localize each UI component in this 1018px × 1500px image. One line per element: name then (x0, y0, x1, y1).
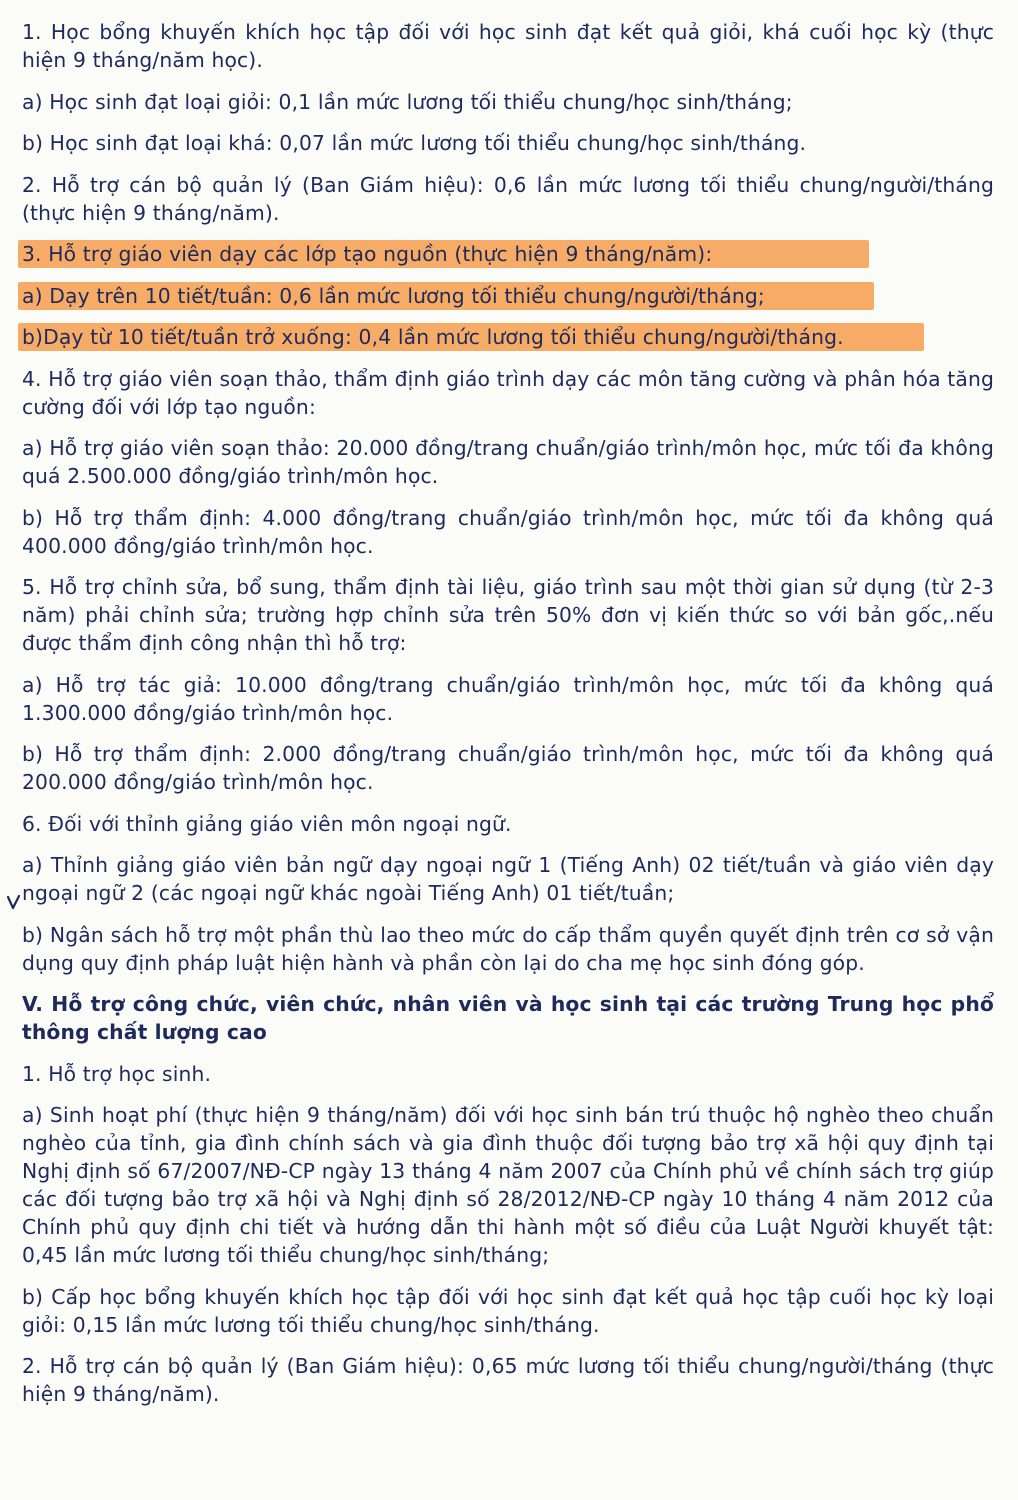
item-3-teacher-support-highlighted: 3. Hỗ trợ giáo viên dạy các lớp tạo nguồn (thực hiện 9 tháng/năm): (18, 240, 869, 268)
item-1-scholarship: 1. Học bổng khuyến khích học tập đối với học sinh đạt kết quả giỏi, khá cuối học kỳ (thực hiện 9 tháng/năm học). (22, 20, 994, 72)
section-v-item-1a: a) Sinh hoạt phí (thực hiện 9 tháng/năm) đối với học sinh bán trú thuộc hộ nghèo theo chuẩn nghèo của tỉnh, gia đình chính sách và gia đình thuộc đối tượng bảo trợ xã hội quy định tại Nghị định số 67/2007/NĐ-CP ngày 13 tháng 4 năm 2007 của Chính phủ về chính sách trợ giúp các đối tượng bảo trợ xã hội và Nghị định số 28/2012/NĐ-CP ngày 10 tháng 4 năm 2012 của Chính phủ quy định chi tiết và hướng dẫn thi hành một số điều của Luật Người khuyết tật: 0,45 lần mức lương tối thiểu chung/học sinh/tháng; (22, 1103, 994, 1267)
item-4-curriculum-support: 4. Hỗ trợ giáo viên soạn thảo, thẩm định giáo trình dạy các môn tăng cường và phân hóa tăng cường đối với lớp tạo nguồn: (22, 366, 994, 419)
item-1a-excellent-students: a) Học sinh đạt loại giỏi: 0,1 lần mức lương tối thiểu chung/học sinh/tháng; (22, 89, 793, 114)
item-6-foreign-language: 6. Đối với thỉnh giảng giáo viên môn ngoại ngữ. (22, 811, 512, 836)
pen-tick-mark-icon (7, 893, 21, 911)
section-v-heading: V. Hỗ trợ công chức, viên chức, nhân viên và học sinh tại các trường Trung học phổ thông chất lượng cao (22, 992, 994, 1044)
item-5-revision-support: 5. Hỗ trợ chỉnh sửa, bổ sung, thẩm định tài liệu, giáo trình sau một thời gian sử dụng (từ 2-3 năm) phải chỉnh sửa; trường hợp chỉnh sửa trên 50% đơn vị kiến thức so với bản gốc,.nếu được thẩm định công nhận thì hỗ trợ: (22, 575, 994, 655)
section-v-item-1: 1. Hỗ trợ học sinh. (22, 1061, 212, 1086)
item-5a-author: a) Hỗ trợ tác giả: 10.000 đồng/trang chuẩn/giáo trình/môn học, mức tối đa không quá 1.300.000 đồng/giáo trình/môn học. (22, 672, 994, 725)
item-4a-authoring: a) Hỗ trợ giáo viên soạn thảo: 20.000 đồng/trang chuẩn/giáo trình/môn học, mức tối đa không quá 2.500.000 đồng/giáo trình/môn học. (22, 436, 994, 488)
section-v-item-2: 2. Hỗ trợ cán bộ quản lý (Ban Giám hiệu): 0,65 mức lương tối thiểu chung/người/tháng (thực hiện 9 tháng/năm). (22, 1354, 994, 1406)
item-4b-appraisal: b) Hỗ trợ thẩm định: 4.000 đồng/trang chuẩn/giáo trình/môn học, mức tối đa không quá 400.000 đồng/giáo trình/môn học. (22, 505, 994, 558)
item-1b-good-students: b) Học sinh đạt loại khá: 0,07 lần mức lương tối thiểu chung/học sinh/tháng. (22, 131, 807, 155)
item-2-management-support: 2. Hỗ trợ cán bộ quản lý (Ban Giám hiệu): 0,6 lần mức lương tối thiểu chung/người/tháng (thực hiện 9 tháng/năm). (22, 172, 994, 225)
item-6b-budget: b) Ngân sách hỗ trợ một phần thù lao theo mức do cấp thẩm quyền quyết định trên cơ sở vận dụng quy định pháp luật hiện hành và phần còn lại do cha mẹ học sinh đóng góp. (22, 922, 994, 975)
item-5b-appraisal: b) Hỗ trợ thẩm định: 2.000 đồng/trang chuẩn/giáo trình/môn học, mức tối đa không quá 200.000 đồng/giáo trình/môn học. (22, 742, 994, 794)
section-v-item-1b: b) Cấp học bổng khuyến khích học tập đối với học sinh đạt kết quả học tập cuối học kỳ loại giỏi: 0,15 lần mức lương tối thiểu chung/học sinh/tháng. (22, 1284, 994, 1337)
item-3a-highlighted: a) Dạy trên 10 tiết/tuần: 0,6 lần mức lương tối thiểu chung/người/tháng; (18, 282, 874, 310)
item-3b-highlighted: b)Dạy từ 10 tiết/tuần trở xuống: 0,4 lần mức lương tối thiểu chung/người/tháng. (18, 323, 924, 351)
item-6a-native-teachers: a) Thỉnh giảng giáo viên bản ngữ dạy ngoại ngữ 1 (Tiếng Anh) 02 tiết/tuần và giáo viên dạy ngoại ngữ 2 (các ngoại ngữ khác ngoài Tiếng Anh) 01 tiết/tuần; (22, 853, 994, 905)
